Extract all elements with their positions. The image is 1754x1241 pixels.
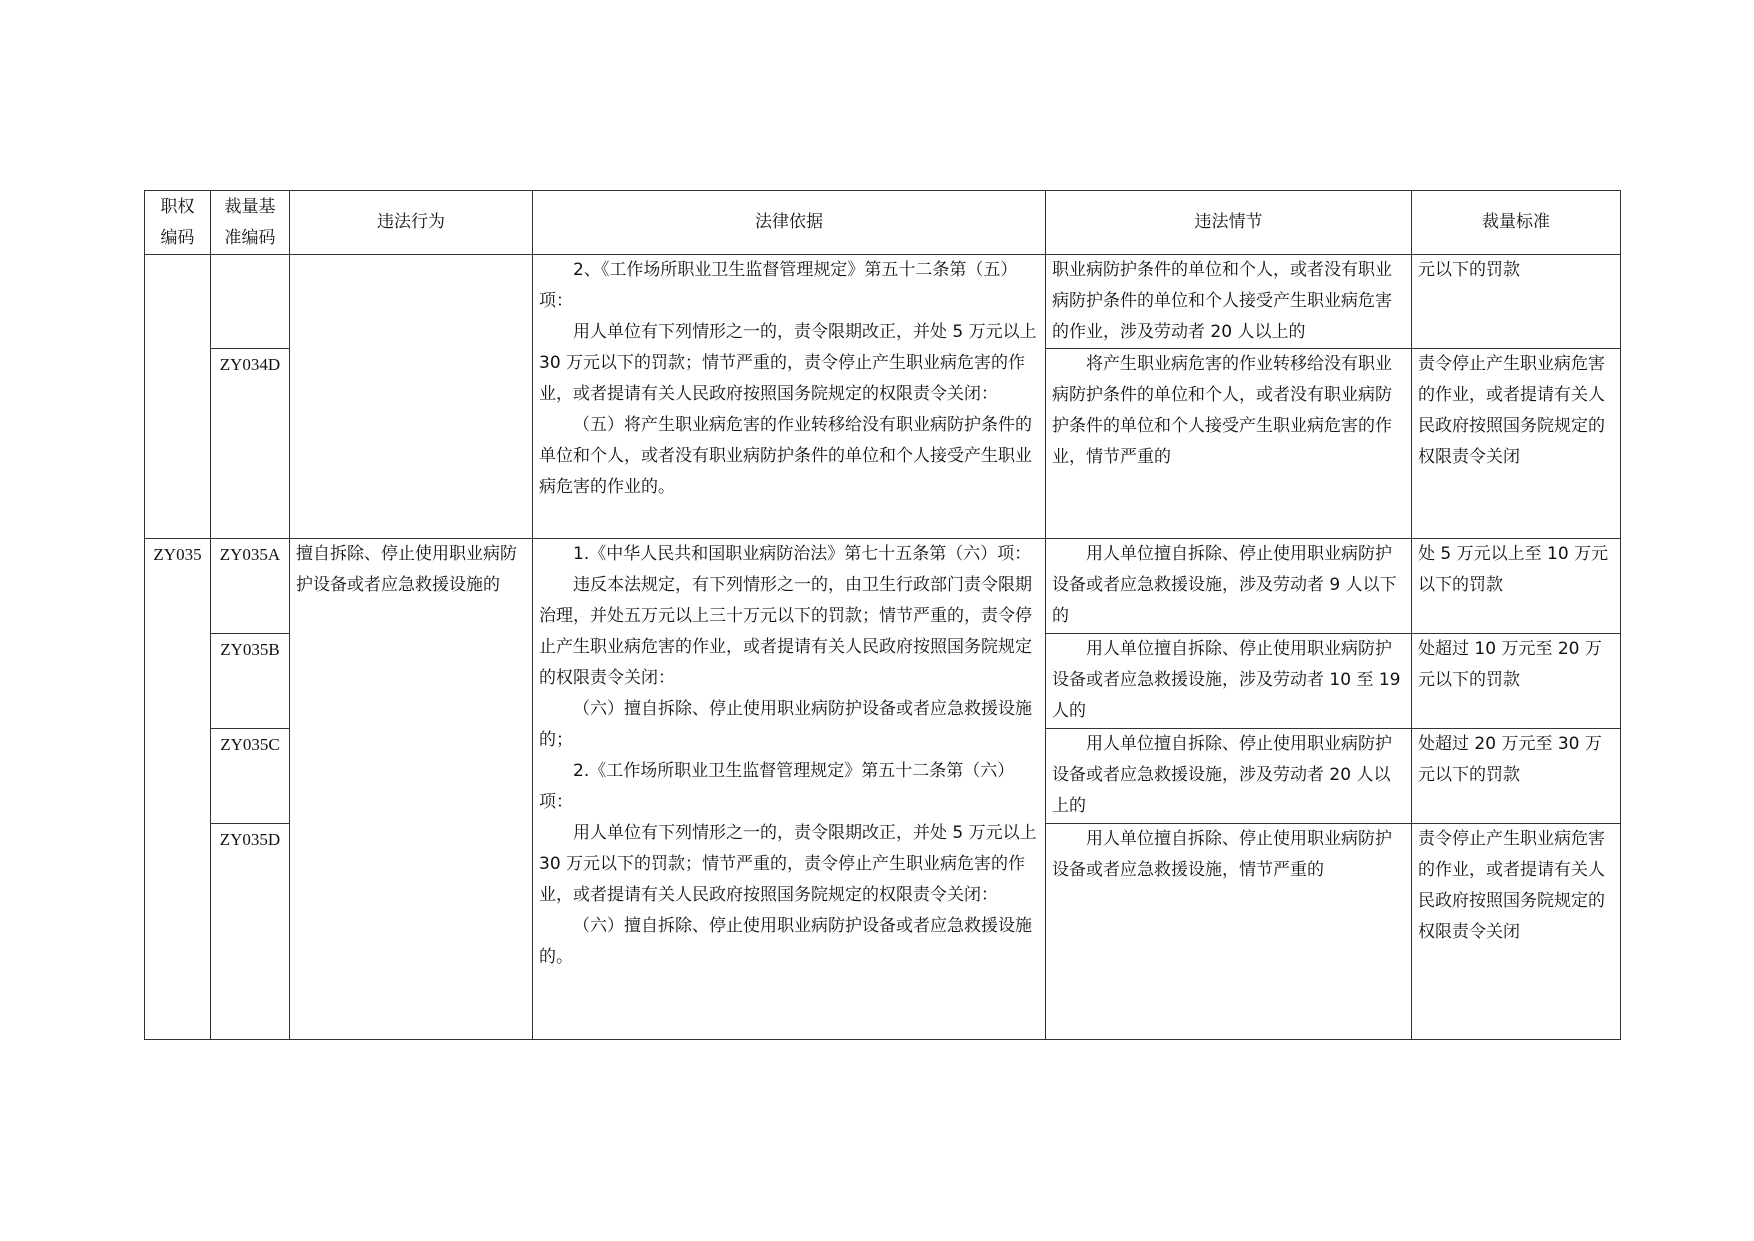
basis-paragraph: 用人单位有下列情形之一的，责令限期改正，并处 5 万元以上 30 万元以下的罚款；情节严重的，责令停止产生职业病危害的作业，或者提请有关人民政府按照国务院规定的权限责令关闭： [539, 823, 1037, 905]
standard-cell: 元以下的罚款 [1412, 255, 1621, 349]
header-row [145, 191, 1621, 255]
circumstance-cell [1046, 634, 1412, 729]
circumstance-text: 将产生职业病危害的作业转移给没有职业病防护条件的单位和个人，或者没有职业病防护条件的单位和个人接受产生职业病危害的作业，情节严重的 [1052, 354, 1392, 467]
circumstance-cell [1046, 349, 1412, 539]
standard-cell: 责令停止产生职业病危害的作业，或者提请有关人民政府按照国务院规定的权限责令关闭 [1412, 349, 1621, 539]
basis-paragraph: （六）擅自拆除、停止使用职业病防护设备或者应急救援设施的； [539, 699, 1032, 750]
header-legal-basis: 法律依据 [533, 191, 1046, 255]
circumstance-text: 用人单位擅自拆除、停止使用职业病防护设备或者应急救援设施，涉及劳动者 9 人以下的 [1052, 544, 1397, 626]
table-row [145, 255, 1621, 349]
header-standard: 裁量标准 [1412, 191, 1621, 255]
basis-paragraph: （五）将产生职业病危害的作业转移给没有职业病防护条件的单位和个人，或者没有职业病防护条件的单位和个人接受产生职业病危害的作业的。 [539, 415, 1032, 497]
legal-basis-cell [533, 255, 1046, 539]
violation-cell [290, 255, 533, 539]
penalty-table [144, 190, 1621, 1040]
standard-cell: 处超过 20 万元至 30 万元以下的罚款 [1412, 729, 1621, 824]
discretion-code-cell: ZY035C [211, 729, 290, 824]
basis-paragraph: 用人单位有下列情形之一的，责令限期改正，并处 5 万元以上 30 万元以下的罚款；情节严重的，责令停止产生职业病危害的作业，或者提请有关人民政府按照国务院规定的权限责令关闭： [539, 322, 1037, 404]
header-discretion-code: 裁量基 准编码 [211, 191, 290, 255]
discretion-code-cell: ZY035B [211, 634, 290, 729]
discretion-code-cell [211, 255, 290, 349]
table-row [145, 539, 1621, 634]
basis-paragraph: （六）擅自拆除、停止使用职业病防护设备或者应急救援设施的。 [539, 916, 1032, 967]
circumstance-cell [1046, 824, 1412, 1040]
basis-paragraph: 1.《中华人民共和国职业病防治法》第七十五条第（六）项： [573, 544, 1032, 564]
authority-code-cell: ZY035 [145, 539, 211, 1040]
circumstance-text: 用人单位擅自拆除、停止使用职业病防护设备或者应急救援设施，涉及劳动者 20 人以上的 [1052, 734, 1392, 816]
circumstance-cell: 职业病防护条件的单位和个人，或者没有职业病防护条件的单位和个人接受产生职业病危害的作业，涉及劳动者 20 人以上的 [1046, 255, 1412, 349]
basis-paragraph: 2.《工作场所职业卫生监督管理规定》第五十二条第（六）项： [539, 761, 1015, 812]
header-violation: 违法行为 [290, 191, 533, 255]
standard-cell: 处超过 10 万元至 20 万元以下的罚款 [1412, 634, 1621, 729]
legal-basis-cell [533, 539, 1046, 1040]
authority-code-cell [145, 255, 211, 539]
discretion-code-cell: ZY035A [211, 539, 290, 634]
discretion-code-cell: ZY034D [211, 349, 290, 539]
header-authority-code: 职权 编码 [145, 191, 211, 255]
header-circumstance: 违法情节 [1046, 191, 1412, 255]
standard-cell: 责令停止产生职业病危害的作业，或者提请有关人民政府按照国务院规定的权限责令关闭 [1412, 824, 1621, 1040]
circumstance-text: 用人单位擅自拆除、停止使用职业病防护设备或者应急救援设施，涉及劳动者 10 至 19 人的 [1052, 639, 1401, 721]
circumstance-cell [1046, 539, 1412, 634]
discretion-code-cell: ZY035D [211, 824, 290, 1040]
circumstance-text: 用人单位擅自拆除、停止使用职业病防护设备或者应急救援设施，情节严重的 [1052, 829, 1392, 880]
basis-paragraph: 2、《工作场所职业卫生监督管理规定》第五十二条第（五）项： [539, 260, 1018, 311]
circumstance-cell [1046, 729, 1412, 824]
basis-paragraph: 违反本法规定，有下列情形之一的，由卫生行政部门责令限期治理，并处五万元以上三十万元以下的罚款；情节严重的，责令停止产生职业病危害的作业，或者提请有关人民政府按照国务院规定的权限责令关闭： [539, 575, 1032, 688]
standard-cell: 处 5 万元以上至 10 万元以下的罚款 [1412, 539, 1621, 634]
violation-cell: 擅自拆除、停止使用职业病防护设备或者应急救援设施的 [290, 539, 533, 1040]
